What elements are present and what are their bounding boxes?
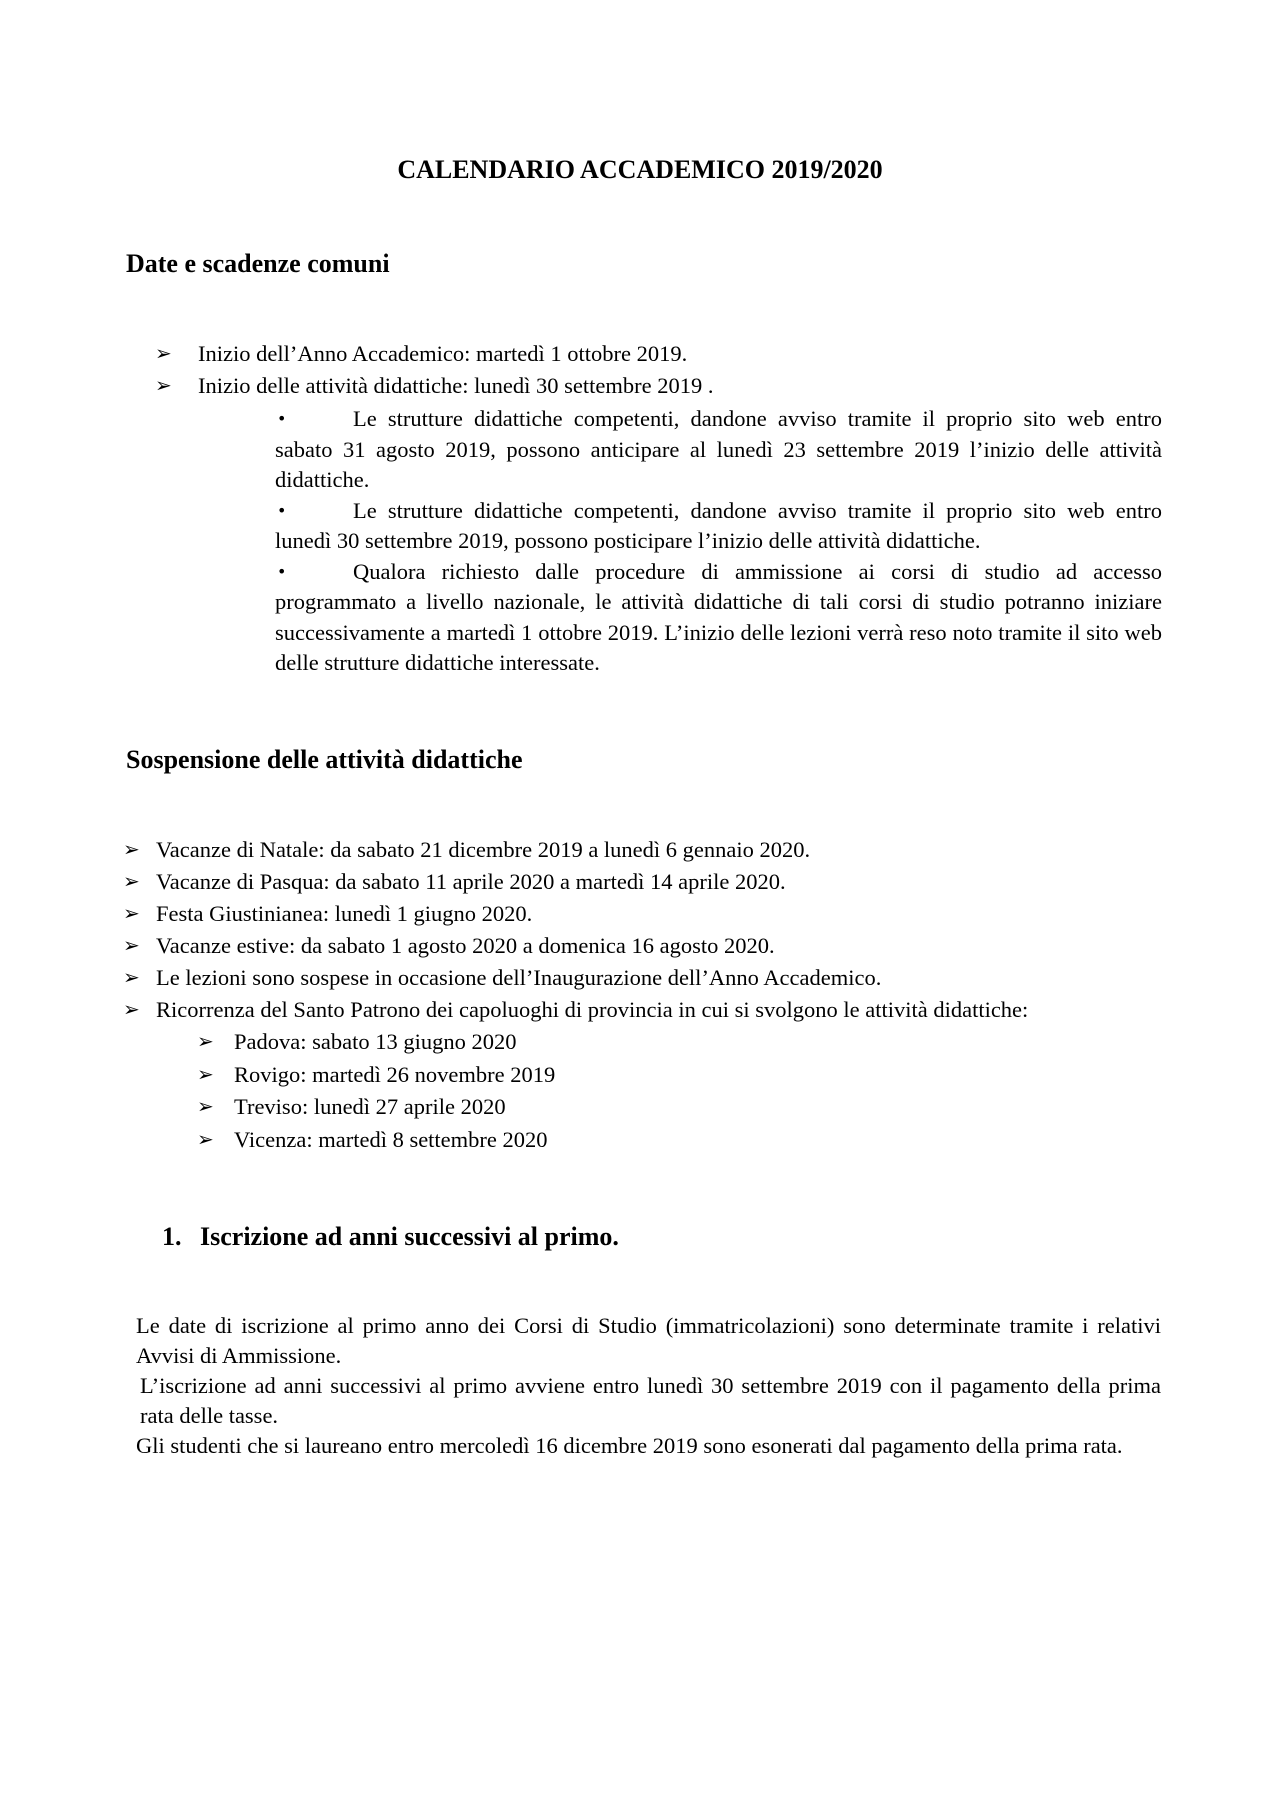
suspension-list <box>123 834 1028 1026</box>
list-item-text: Rovigo: martedì 26 novembre 2019 <box>234 1061 556 1087</box>
list-item <box>123 898 1028 930</box>
list-item <box>197 1059 555 1092</box>
dot-bullet-icon: • <box>277 409 287 428</box>
arrow-bullet-icon: ➢ <box>197 1126 214 1151</box>
arrow-bullet-icon: ➢ <box>123 869 140 893</box>
arrow-bullet-icon: ➢ <box>197 1061 214 1086</box>
list-item <box>123 962 1028 994</box>
list-item-text: Festa Giustinianea: lunedì 1 giugno 2020. <box>156 901 533 926</box>
heading-number: 1. <box>162 1222 182 1251</box>
list-item-text: Treviso: lunedì 27 aprile 2020 <box>234 1094 506 1119</box>
note-text: Le strutture didattiche competenti, dandone avviso tramite il proprio sito web entro sabato 31 agosto 2019, possono anticipare al lunedì 23 settembre 2019 l’inizio delle attività didattiche. <box>275 406 1162 492</box>
list-item <box>123 930 1028 962</box>
list-item <box>123 994 1028 1026</box>
arrow-bullet-icon: ➢ <box>197 1029 214 1053</box>
note-item <box>275 557 1162 679</box>
arrow-bullet-icon: ➢ <box>155 341 172 365</box>
arrow-bullet-icon: ➢ <box>123 901 140 925</box>
arrow-bullet-icon: ➢ <box>123 997 140 1021</box>
arrow-bullet-icon: ➢ <box>155 373 172 397</box>
list-item <box>123 834 1028 866</box>
arrow-bullet-icon: ➢ <box>197 1094 214 1118</box>
enrollment-paragraph: L’iscrizione ad anni successivi al primo avviene entro lunedì 30 settembre 2019 con il pagamento della prima rata delle tasse. <box>140 1373 1161 1428</box>
note-text: Qualora richiesto dalle procedure di ammissione ai corsi di studio ad accesso programmato a livello nazionale, le attività didattiche di tali corsi di studio potranno iniziare successivamente a martedì 1 ottobre 2019. L’inizio delle lezioni verrà reso noto tramite il sito web delle strutture didattiche interessate. <box>275 558 1162 675</box>
note-item <box>275 496 1162 557</box>
list-item-text: Inizio dell’Anno Accademico: martedì 1 ottobre 2019. <box>198 341 688 366</box>
heading-text: Iscrizione ad anni successivi al primo. <box>200 1222 619 1251</box>
list-item-text: Padova: sabato 13 giugno 2020 <box>234 1029 517 1054</box>
list-item <box>123 866 1028 898</box>
dot-bullet-icon: • <box>277 500 287 520</box>
list-item-text: Vacanze di Natale: da sabato 21 dicembre 2019 a lunedì 6 gennaio 2020. <box>156 837 811 862</box>
list-item <box>155 370 713 402</box>
enrollment-paragraph: Gli studenti che si laureano entro mercoledì 16 dicembre 2019 sono esonerati dal pagamento della prima rata. <box>136 1433 1123 1458</box>
arrow-bullet-icon: ➢ <box>123 965 140 989</box>
arrow-bullet-icon: ➢ <box>123 837 140 861</box>
dot-bullet-icon: • <box>277 561 287 581</box>
document-title: CALENDARIO ACCADEMICO 2019/2020 <box>397 155 883 184</box>
list-item-text: Ricorrenza del Santo Patrono dei capoluoghi di provincia in cui si svolgono le attività didattiche: <box>156 997 1029 1022</box>
suspension-heading: Sospensione delle attività didattiche <box>126 745 523 774</box>
arrow-bullet-icon: ➢ <box>123 933 140 957</box>
patron-days-list <box>197 1026 555 1156</box>
start-date-notes <box>275 404 1162 679</box>
list-item-text: Inizio delle attività didattiche: lunedì 30 settembre 2019 . <box>198 373 714 398</box>
common-dates-heading: Date e scadenze comuni <box>126 249 390 278</box>
list-item <box>197 1124 555 1157</box>
enrollment-paragraph: Le date di iscrizione al primo anno dei Corsi di Studio (immatricolazioni) sono determinate tramite i relativi Avvisi di Ammissione. <box>136 1313 1161 1368</box>
list-item-text: Vacanze estive: da sabato 1 agosto 2020 a domenica 16 agosto 2020. <box>156 933 775 958</box>
list-item <box>155 338 713 370</box>
common-dates-list <box>155 338 713 402</box>
list-item <box>197 1026 555 1059</box>
list-item-text: Le lezioni sono sospese in occasione dell’Inaugurazione dell’Anno Accademico. <box>156 965 882 990</box>
note-text: Le strutture didattiche competenti, dandone avviso tramite il proprio sito web entro lunedì 30 settembre 2019, possono posticipare l’inizio delle attività didattiche. <box>275 497 1162 553</box>
list-item <box>197 1091 555 1124</box>
list-item-text: Vacanze di Pasqua: da sabato 11 aprile 2020 a martedì 14 aprile 2020. <box>156 869 786 894</box>
enrollment-heading <box>162 1220 619 1254</box>
note-item <box>275 404 1162 496</box>
list-item-text: Vicenza: martedì 8 settembre 2020 <box>234 1126 548 1152</box>
